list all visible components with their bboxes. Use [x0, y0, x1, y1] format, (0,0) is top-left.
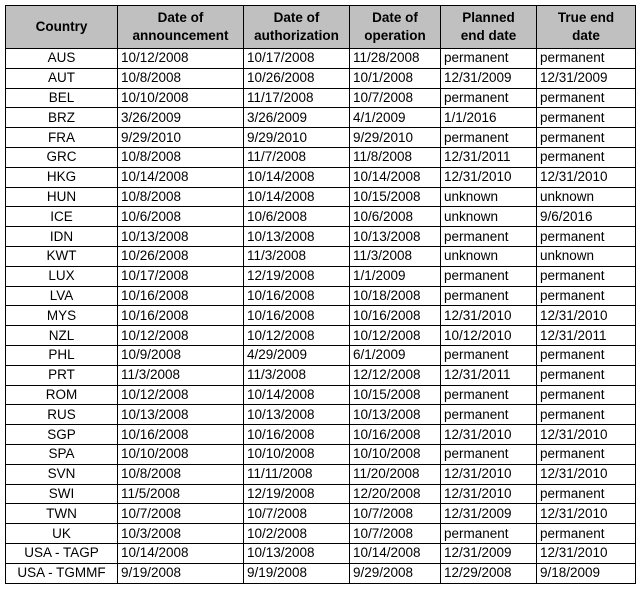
cell-authorization-date: 10/14/2008: [244, 167, 350, 187]
header-date-of-operation: [350, 6, 441, 49]
header-planned-end-date: [441, 6, 537, 49]
cell-planned-end-date: 12/31/2010: [441, 167, 537, 187]
cell-planned-end-date: permanent: [441, 266, 537, 286]
cell-planned-end-date: unknown: [441, 246, 537, 266]
cell-true-end-date: 9/6/2016: [537, 207, 636, 227]
table-row: [6, 563, 636, 583]
cell-true-end-date: 12/31/2010: [537, 504, 636, 524]
table-row: [6, 286, 636, 306]
header-label-line: Date of: [372, 10, 418, 25]
table-row: [6, 385, 636, 405]
cell-country: SPA: [6, 444, 118, 464]
table-row: [6, 207, 636, 227]
cell-authorization-date: 11/11/2008: [244, 464, 350, 484]
header-label-line: Country: [35, 19, 88, 34]
header-label-line: announcement: [132, 28, 229, 43]
cell-announcement-date: 10/13/2008: [118, 405, 244, 425]
cell-true-end-date: permanent: [537, 524, 636, 544]
cell-announcement-date: 11/5/2008: [118, 484, 244, 504]
cell-country: LVA: [6, 286, 118, 306]
cell-authorization-date: 11/3/2008: [244, 365, 350, 385]
cell-announcement-date: 10/26/2008: [118, 246, 244, 266]
table-row: [6, 326, 636, 346]
cell-planned-end-date: permanent: [441, 385, 537, 405]
cell-country: AUT: [6, 68, 118, 88]
cell-announcement-date: 10/12/2008: [118, 385, 244, 405]
header-label-line: True end: [557, 10, 615, 25]
cell-planned-end-date: 12/31/2009: [441, 543, 537, 563]
cell-planned-end-date: permanent: [441, 128, 537, 148]
table-row: [6, 167, 636, 187]
cell-true-end-date: 12/31/2010: [537, 167, 636, 187]
table-body: [6, 49, 636, 584]
cell-authorization-date: 10/12/2008: [244, 326, 350, 346]
cell-country: SWI: [6, 484, 118, 504]
cell-authorization-date: 10/13/2008: [244, 543, 350, 563]
cell-operation-date: 10/7/2008: [350, 504, 441, 524]
cell-country: HUN: [6, 187, 118, 207]
cell-operation-date: 10/15/2008: [350, 187, 441, 207]
cell-country: NZL: [6, 326, 118, 346]
table-row: [6, 266, 636, 286]
cell-operation-date: 1/1/2009: [350, 266, 441, 286]
cell-true-end-date: 12/31/2010: [537, 425, 636, 445]
cell-operation-date: 11/20/2008: [350, 464, 441, 484]
table-row: [6, 425, 636, 445]
cell-operation-date: 11/28/2008: [350, 49, 441, 69]
table-row: [6, 147, 636, 167]
table-row: [6, 306, 636, 326]
cell-announcement-date: 10/13/2008: [118, 227, 244, 247]
table-row: [6, 504, 636, 524]
cell-true-end-date: permanent: [537, 444, 636, 464]
cell-true-end-date: permanent: [537, 365, 636, 385]
header-true-end-date: [537, 6, 636, 49]
cell-announcement-date: 3/26/2009: [118, 108, 244, 128]
cell-country: PHL: [6, 345, 118, 365]
cell-announcement-date: 10/8/2008: [118, 464, 244, 484]
cell-country: IDN: [6, 227, 118, 247]
cell-true-end-date: permanent: [537, 345, 636, 365]
cell-country: USA - TAGP: [6, 543, 118, 563]
cell-true-end-date: 12/31/2010: [537, 543, 636, 563]
cell-operation-date: 12/12/2008: [350, 365, 441, 385]
table-row: [6, 68, 636, 88]
cell-announcement-date: 10/16/2008: [118, 425, 244, 445]
cell-true-end-date: permanent: [537, 108, 636, 128]
cell-authorization-date: 10/16/2008: [244, 425, 350, 445]
cell-announcement-date: 10/16/2008: [118, 306, 244, 326]
cell-country: RUS: [6, 405, 118, 425]
cell-announcement-date: 10/12/2008: [118, 326, 244, 346]
cell-authorization-date: 10/13/2008: [244, 405, 350, 425]
cell-planned-end-date: 10/12/2010: [441, 326, 537, 346]
cell-country: USA - TGMMF: [6, 563, 118, 583]
cell-true-end-date: permanent: [537, 405, 636, 425]
header-label-line: end date: [460, 28, 517, 43]
cell-country: LUX: [6, 266, 118, 286]
cell-operation-date: 10/7/2008: [350, 88, 441, 108]
cell-true-end-date: permanent: [537, 385, 636, 405]
table-header: [6, 6, 636, 49]
cell-announcement-date: 10/8/2008: [118, 147, 244, 167]
cell-planned-end-date: 12/31/2010: [441, 425, 537, 445]
cell-authorization-date: 11/3/2008: [244, 246, 350, 266]
cell-true-end-date: 12/31/2010: [537, 464, 636, 484]
cell-planned-end-date: 12/31/2011: [441, 365, 537, 385]
cell-planned-end-date: permanent: [441, 405, 537, 425]
header-label-line: date: [572, 28, 600, 43]
cell-announcement-date: 10/6/2008: [118, 207, 244, 227]
cell-authorization-date: 10/14/2008: [244, 187, 350, 207]
cell-operation-date: 12/20/2008: [350, 484, 441, 504]
cell-true-end-date: permanent: [537, 227, 636, 247]
cell-announcement-date: 10/8/2008: [118, 187, 244, 207]
header-date-of-authorization: [244, 6, 350, 49]
cell-country: ROM: [6, 385, 118, 405]
table-row: [6, 187, 636, 207]
cell-announcement-date: 10/8/2008: [118, 68, 244, 88]
cell-true-end-date: 12/31/2011: [537, 326, 636, 346]
cell-operation-date: 10/1/2008: [350, 68, 441, 88]
cell-country: BRZ: [6, 108, 118, 128]
header-label-line: Planned: [462, 10, 515, 25]
cell-authorization-date: 3/26/2009: [244, 108, 350, 128]
cell-announcement-date: 10/14/2008: [118, 167, 244, 187]
cell-planned-end-date: 1/1/2016: [441, 108, 537, 128]
cell-country: HKG: [6, 167, 118, 187]
cell-country: AUS: [6, 49, 118, 69]
table-row: [6, 543, 636, 563]
header-label-line: Date of: [157, 10, 204, 25]
cell-authorization-date: 10/17/2008: [244, 49, 350, 69]
cell-true-end-date: unknown: [537, 187, 636, 207]
cell-true-end-date: 12/31/2009: [537, 68, 636, 88]
cell-authorization-date: 10/6/2008: [244, 207, 350, 227]
table-row: [6, 88, 636, 108]
header-row: [6, 6, 636, 49]
header-label-line: Date of: [273, 10, 320, 25]
header-label-line: authorization: [254, 28, 339, 43]
table-row: [6, 246, 636, 266]
cell-authorization-date: 4/29/2009: [244, 345, 350, 365]
cell-announcement-date: 10/10/2008: [118, 88, 244, 108]
cell-authorization-date: 11/17/2008: [244, 88, 350, 108]
cell-announcement-date: 11/3/2008: [118, 365, 244, 385]
cell-operation-date: 9/29/2010: [350, 128, 441, 148]
cell-operation-date: 10/13/2008: [350, 405, 441, 425]
cell-planned-end-date: 12/29/2008: [441, 563, 537, 583]
table-row: [6, 464, 636, 484]
cell-operation-date: 10/16/2008: [350, 425, 441, 445]
cell-operation-date: 10/7/2008: [350, 524, 441, 544]
table-row: [6, 365, 636, 385]
cell-operation-date: 10/15/2008: [350, 385, 441, 405]
cell-announcement-date: 10/17/2008: [118, 266, 244, 286]
cell-true-end-date: 9/18/2009: [537, 563, 636, 583]
cell-planned-end-date: 12/31/2009: [441, 68, 537, 88]
cell-announcement-date: 10/16/2008: [118, 286, 244, 306]
cell-operation-date: 10/6/2008: [350, 207, 441, 227]
cell-country: BEL: [6, 88, 118, 108]
cell-true-end-date: unknown: [537, 246, 636, 266]
cell-authorization-date: 10/16/2008: [244, 306, 350, 326]
cell-announcement-date: 10/14/2008: [118, 543, 244, 563]
header-country: [6, 6, 118, 49]
cell-planned-end-date: permanent: [441, 444, 537, 464]
cell-planned-end-date: permanent: [441, 49, 537, 69]
cell-operation-date: 10/14/2008: [350, 167, 441, 187]
cell-announcement-date: 10/12/2008: [118, 49, 244, 69]
cell-true-end-date: permanent: [537, 128, 636, 148]
table-row: [6, 345, 636, 365]
guarantee-dates-table: [5, 5, 636, 584]
cell-planned-end-date: permanent: [441, 286, 537, 306]
cell-operation-date: 9/29/2008: [350, 563, 441, 583]
table-container: [5, 5, 635, 593]
cell-country: PRT: [6, 365, 118, 385]
cell-authorization-date: 10/10/2008: [244, 444, 350, 464]
cell-planned-end-date: 12/31/2009: [441, 504, 537, 524]
cell-country: SGP: [6, 425, 118, 445]
cell-announcement-date: 10/7/2008: [118, 504, 244, 524]
cell-announcement-date: 9/29/2010: [118, 128, 244, 148]
cell-authorization-date: 12/19/2008: [244, 484, 350, 504]
cell-true-end-date: permanent: [537, 484, 636, 504]
cell-country: ICE: [6, 207, 118, 227]
cell-authorization-date: 10/2/2008: [244, 524, 350, 544]
cell-operation-date: 10/10/2008: [350, 444, 441, 464]
cell-authorization-date: 10/13/2008: [244, 227, 350, 247]
cell-operation-date: 10/12/2008: [350, 326, 441, 346]
cell-announcement-date: 10/3/2008: [118, 524, 244, 544]
cell-true-end-date: permanent: [537, 266, 636, 286]
cell-country: GRC: [6, 147, 118, 167]
cell-true-end-date: permanent: [537, 286, 636, 306]
cell-announcement-date: 10/10/2008: [118, 444, 244, 464]
cell-true-end-date: 12/31/2010: [537, 306, 636, 326]
table-row: [6, 405, 636, 425]
cell-operation-date: 10/14/2008: [350, 543, 441, 563]
cell-true-end-date: permanent: [537, 49, 636, 69]
cell-authorization-date: 9/19/2008: [244, 563, 350, 583]
cell-planned-end-date: 12/31/2010: [441, 306, 537, 326]
cell-operation-date: 11/3/2008: [350, 246, 441, 266]
cell-planned-end-date: unknown: [441, 207, 537, 227]
cell-authorization-date: 10/26/2008: [244, 68, 350, 88]
cell-country: MYS: [6, 306, 118, 326]
cell-authorization-date: 10/14/2008: [244, 385, 350, 405]
table-row: [6, 484, 636, 504]
cell-authorization-date: 10/7/2008: [244, 504, 350, 524]
cell-country: KWT: [6, 246, 118, 266]
cell-operation-date: 10/18/2008: [350, 286, 441, 306]
cell-authorization-date: 11/7/2008: [244, 147, 350, 167]
table-row: [6, 524, 636, 544]
cell-true-end-date: permanent: [537, 88, 636, 108]
table-row: [6, 49, 636, 69]
cell-planned-end-date: permanent: [441, 345, 537, 365]
cell-planned-end-date: permanent: [441, 88, 537, 108]
cell-true-end-date: permanent: [537, 147, 636, 167]
cell-operation-date: 10/13/2008: [350, 227, 441, 247]
table-row: [6, 444, 636, 464]
cell-country: TWN: [6, 504, 118, 524]
cell-planned-end-date: permanent: [441, 227, 537, 247]
cell-operation-date: 10/16/2008: [350, 306, 441, 326]
cell-planned-end-date: permanent: [441, 524, 537, 544]
cell-planned-end-date: 12/31/2010: [441, 484, 537, 504]
cell-country: FRA: [6, 128, 118, 148]
table-row: [6, 108, 636, 128]
cell-planned-end-date: unknown: [441, 187, 537, 207]
cell-announcement-date: 10/9/2008: [118, 345, 244, 365]
cell-country: SVN: [6, 464, 118, 484]
table-row: [6, 227, 636, 247]
cell-authorization-date: 9/29/2010: [244, 128, 350, 148]
cell-country: UK: [6, 524, 118, 544]
cell-operation-date: 11/8/2008: [350, 147, 441, 167]
cell-planned-end-date: 12/31/2010: [441, 464, 537, 484]
cell-authorization-date: 10/16/2008: [244, 286, 350, 306]
table-row: [6, 128, 636, 148]
header-date-of-announcement: [118, 6, 244, 49]
cell-operation-date: 6/1/2009: [350, 345, 441, 365]
header-label-line: operation: [364, 28, 426, 43]
cell-announcement-date: 9/19/2008: [118, 563, 244, 583]
cell-planned-end-date: 12/31/2011: [441, 147, 537, 167]
cell-authorization-date: 12/19/2008: [244, 266, 350, 286]
cell-operation-date: 4/1/2009: [350, 108, 441, 128]
